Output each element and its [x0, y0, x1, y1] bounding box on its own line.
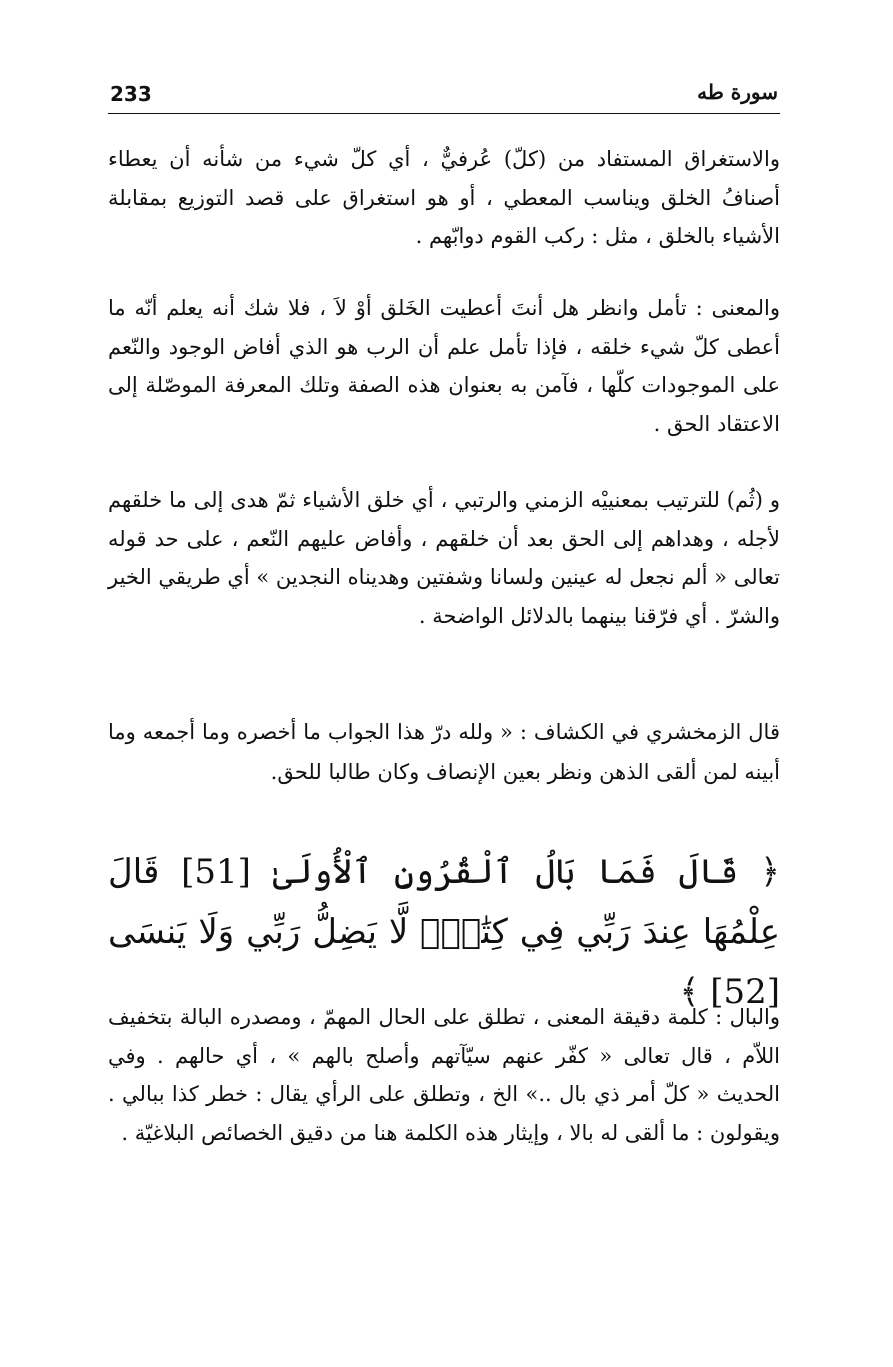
- page-header: [108, 80, 780, 112]
- quran-verse: ﴿ قَالَ فَمَا بَالُ ٱلْقُرُونِ ٱلْأُولَىٰ [51] قَالَ عِلْمُهَا عِندَ رَبِّي فِي كِتَٰبٍۖ لَّا يَضِلُّ رَبِّي وَلَا يَنسَى [52] ﴾: [108, 852, 780, 1012]
- paragraph-bal: والبال : كلمة دقيقة المعنى ، تطلق على الحال المهمّ ، ومصدره البالة بتخفيف اللاّم ، قال تعالى « كفّر عنهم سيّآتهم وأصلح بالهم » ، أي حالهم . وفي الحديث « كلّ أمر ذي بال ..» الخ ، وتطلق على الرأي يقال : خطر كذا ببالي . ويقولون : ما ألقى له بالا ، وإيثار هذه الكلمة هنا من دقيق الخصائص البلاغيّة .: [108, 1005, 780, 1145]
- running-title: سورة طه: [697, 80, 778, 104]
- paragraph-istighraq: والاستغراق المستفاد من (كلّ) عُرفيٌّ ، أي كلّ شيء من شأنه أن يعطاء أصنافُ الخلق ويناسب المعطي ، أو هو استغراق على قصد التوزيع بمقابلة الأشياء بالخلق ، مثل : ركب القوم دوابّهم .: [108, 147, 780, 248]
- paragraph-zamakhshari: قال الزمخشري في الكشاف : « ولله درّ هذا الجواب ما أخصره وما أجمعه وما أبينه لمن ألقى الذهن ونظر بعين الإنصاف وكان طالبا للحق.: [108, 720, 780, 784]
- paragraph-thumma: و (ثُم) للترتيب بمعنييْه الزمني والرتبي ، أي خلق الأشياء ثمّ هدى إلى ما خلقهم لأجله ، وهداهم إلى الحق بعد أن خلقهم ، وأفاض عليهم النّعم ، على حد قوله تعالى « ألم نجعل له عينين ولسانا وشفتين وهديناه النجدين » أي طريقي الخير والشرّ . أي فرّقنا بينهما بالدلائل الواضحة .: [108, 488, 780, 628]
- page-number: 233: [110, 82, 152, 106]
- header-rule: [108, 113, 780, 114]
- paragraph-meaning: والمعنى : تأمل وانظر هل أنتَ أعطيت الخَلق أوْ لاَ ، فلا شك أنه يعلم أنّه ما أعطى كلّ شيء خلقه ، فإذا تأمل علم أن الرب هو الذي أفاض الوجود والنّعم على الموجودات كلّها ، فآمن به بعنوان هذه الصفة وتلك المعرفة الموصّلة إلى الاعتقاد الحق .: [108, 296, 780, 436]
